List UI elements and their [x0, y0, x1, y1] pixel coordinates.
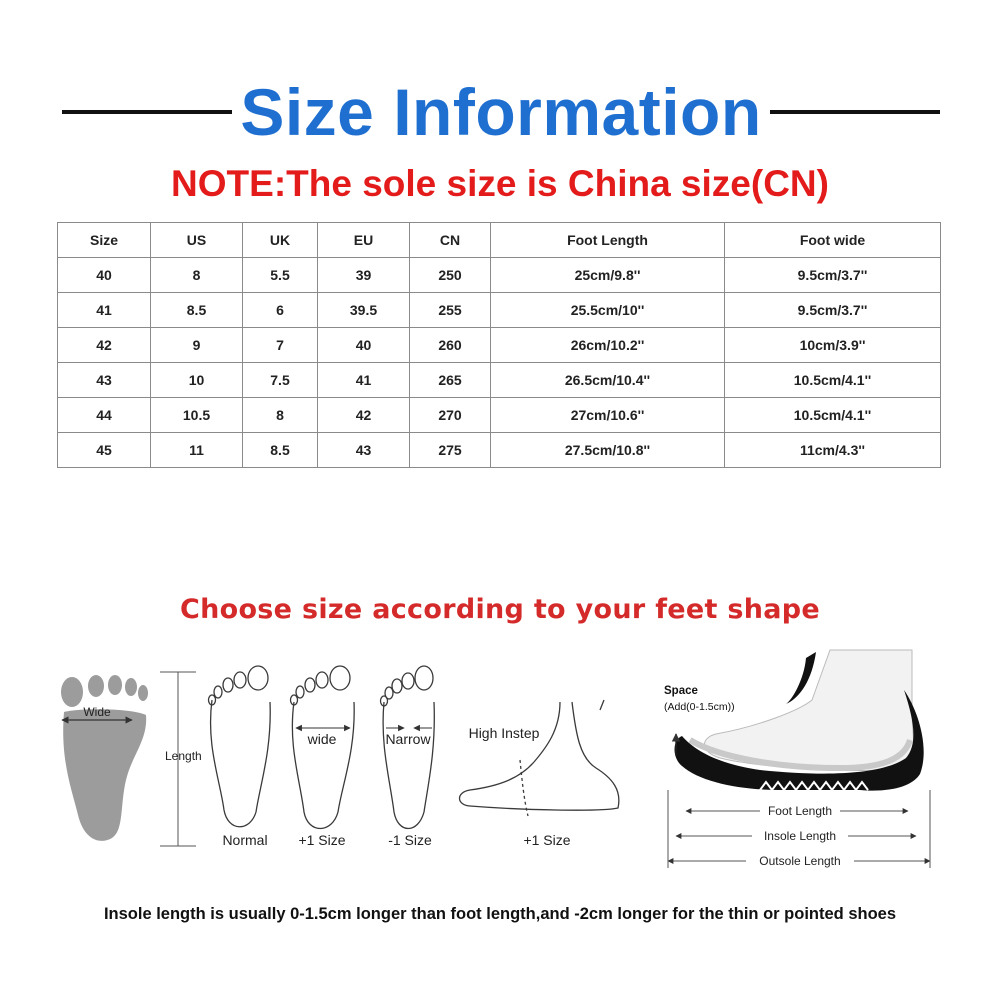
table-row — [58, 398, 941, 433]
foot-shape-diagram — [0, 640, 1000, 890]
narrow-foot-icon — [381, 666, 435, 829]
table-cell: 42 — [318, 398, 410, 433]
outsole-length-label: Outsole Length — [759, 854, 841, 868]
table-cell: 275 — [410, 433, 491, 468]
table-cell: 11 — [151, 433, 243, 468]
wide-foot-label: wide — [307, 731, 337, 747]
table-row — [58, 293, 941, 328]
insole-length-label: Insole Length — [763, 829, 837, 843]
table-cell: 11cm/4.3'' — [725, 433, 941, 468]
table-cell: 44 — [58, 398, 151, 433]
title-row — [0, 72, 1000, 152]
space-range-label: (Add(0-1.5cm)) — [664, 701, 735, 713]
space-label: Space — [664, 685, 698, 697]
table-cell: 39.5 — [318, 293, 410, 328]
title-rule-right — [770, 110, 940, 114]
wide-label: Wide — [83, 705, 111, 719]
column-header: CN — [410, 223, 491, 258]
table-cell: 8.5 — [151, 293, 243, 328]
table-cell: 10 — [151, 363, 243, 398]
table-row — [58, 363, 941, 398]
page-title: Size Information — [240, 75, 762, 149]
minus-one-size-label: -1 Size — [388, 832, 432, 848]
shoe-cross-section-icon — [675, 650, 924, 791]
table-cell: 5.5 — [243, 258, 318, 293]
column-header: UK — [243, 223, 318, 258]
table-cell: 250 — [410, 258, 491, 293]
table-cell: 7.5 — [243, 363, 318, 398]
length-label: Length — [165, 749, 202, 763]
table-cell: 27cm/10.6'' — [491, 398, 725, 433]
title-rule-left — [62, 110, 232, 114]
table-cell: 41 — [58, 293, 151, 328]
column-header: Foot wide — [725, 223, 941, 258]
table-header-row — [58, 223, 941, 258]
table-cell: 7 — [243, 328, 318, 363]
table-cell: 40 — [58, 258, 151, 293]
table-cell: 260 — [410, 328, 491, 363]
table-cell: 270 — [410, 398, 491, 433]
table-cell: 27.5cm/10.8'' — [491, 433, 725, 468]
table-cell: 25.5cm/10'' — [491, 293, 725, 328]
footprint-icon — [61, 675, 148, 841]
table-cell: 255 — [410, 293, 491, 328]
guide-subtitle: Choose size according to your feet shape — [179, 594, 821, 625]
size-table — [57, 222, 941, 468]
table-cell: 10.5 — [151, 398, 243, 433]
table-cell: 10.5cm/4.1'' — [725, 398, 941, 433]
table-cell: 42 — [58, 328, 151, 363]
normal-foot-icon — [209, 666, 271, 827]
table-cell: 8.5 — [243, 433, 318, 468]
table-row — [58, 328, 941, 363]
table-cell: 39 — [318, 258, 410, 293]
table-row — [58, 433, 941, 468]
plus-one-size-label: +1 Size — [298, 832, 346, 848]
normal-label: Normal — [222, 832, 268, 848]
table-cell: 43 — [318, 433, 410, 468]
column-header: Size — [58, 223, 151, 258]
table-cell: 25cm/9.8'' — [491, 258, 725, 293]
column-header: EU — [318, 223, 410, 258]
narrow-foot-label: Narrow — [385, 731, 431, 747]
table-cell: 265 — [410, 363, 491, 398]
table-cell: 41 — [318, 363, 410, 398]
table-cell: 10cm/3.9'' — [725, 328, 941, 363]
high-instep-label: High Instep — [468, 725, 540, 741]
insole-footnote: Insole length is usually 0-1.5cm longer than foot length,and -2cm longer for the thin or pointed shoes — [103, 905, 897, 923]
sole-size-note: NOTE:The sole size is China size(CN) — [171, 163, 829, 204]
table-cell: 9.5cm/3.7'' — [725, 258, 941, 293]
table-cell: 6 — [243, 293, 318, 328]
wide-foot-icon — [291, 666, 355, 829]
table-cell: 10.5cm/4.1'' — [725, 363, 941, 398]
table-cell: 43 — [58, 363, 151, 398]
table-cell: 45 — [58, 433, 151, 468]
table-cell: 26cm/10.2'' — [491, 328, 725, 363]
table-cell: 9.5cm/3.7'' — [725, 293, 941, 328]
table-cell: 26.5cm/10.4'' — [491, 363, 725, 398]
table-cell: 40 — [318, 328, 410, 363]
table-row — [58, 258, 941, 293]
table-cell: 8 — [151, 258, 243, 293]
high-instep-foot-icon — [460, 700, 619, 816]
column-header: Foot Length — [491, 223, 725, 258]
high-instep-size-label: +1 Size — [523, 832, 571, 848]
column-header: US — [151, 223, 243, 258]
table-cell: 9 — [151, 328, 243, 363]
foot-length-label: Foot Length — [767, 804, 833, 818]
table-cell: 8 — [243, 398, 318, 433]
